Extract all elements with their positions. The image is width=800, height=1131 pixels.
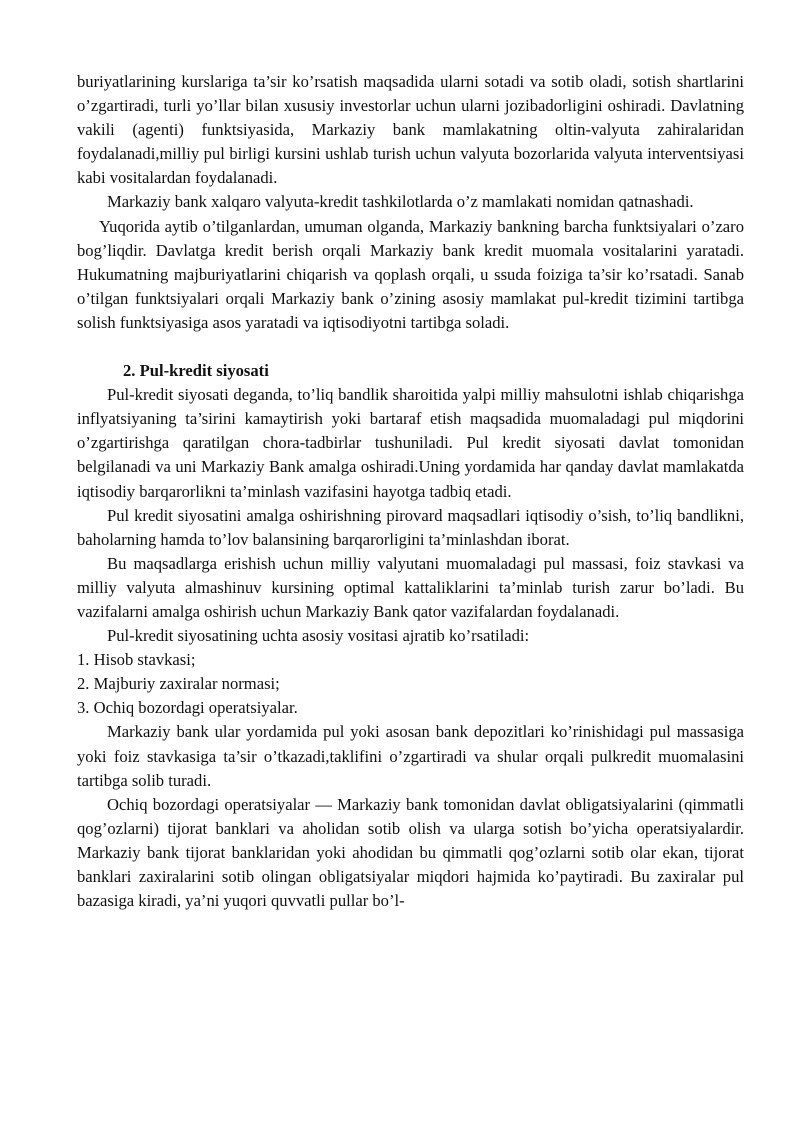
- paragraph: Markaziy bank xalqaro valyuta-kredit tashkilotlarda o’z mamlakati nomidan qatnashadi.: [107, 192, 694, 212]
- paragraph: Markaziy bank ular yordamida pul yoki asosan bank depozitlari ko’rinishidagi pul massasiga yoki foiz stavkasiga ta’sir o’tkazadi,taklifini o’zgartiradi va shular orqali pulkredit muomalasini tartibga solib turadi.: [77, 722, 744, 790]
- paragraph: Yuqorida aytib o’tilganlardan, umuman olganda, Markaziy bankning barcha funktsiyalari o’zaro bog’liqdir. Davlatga kredit berish orqali Markaziy bank kredit muomala vositalarini yaratadi. Hukumatning majburiyatlarini chiqarish va qoplash orqali, u ssuda foiziga ta’sir ko’rsatadi. Sanab o’tilgan funktsiyalari orqali Markaziy bank o’zining asosiy mamlakat pul-kredit tizimini tartibga solish funktsiyasiga asos yaratadi va iqtisodiyotni tartibga soladi.: [77, 216, 744, 332]
- list-item: 2. Majburiy zaxiralar normasi;: [77, 674, 280, 694]
- paragraph: Bu maqsadlarga erishish uchun milliy valyutani muomaladagi pul massasi, foiz stavkasi va milliy valyuta almashinuv kursining optimal kattaliklarini ta’minlab turish zarur bo’ladi. Bu vazifalarni amalga oshirish uchun Markaziy Bank qator vazifalardan foydalanadi.: [77, 553, 744, 621]
- paragraph: Pul-kredit siyosati deganda, to’liq bandlik sharoitida yalpi milliy mahsulotni ishlab chiqarishga inflyatsiyaning ta’sirini kamaytirish yoki bartaraf etish maqsadida muomaladagi pul miqdorini o’zgartirishga qaratilgan chora-tadbirlar tushuniladi. Pul kredit siyosati davlat tomonidan belgilanadi va uni Markaziy Bank amalga oshiradi.Uning yordamida har qanday davlat mamlakatda iqtisodiy barqarorlikni ta’minlash vazifasini hayotga tadbiq etadi.: [77, 385, 744, 501]
- paragraph: Ochiq bozordagi operatsiyalar — Markaziy bank tomonidan davlat obligatsiyalarini (qimmatli qog’ozlarni) tijorat banklari va aholidan sotib olish va ularga sotish bo’yicha operatsiyalardir. Markaziy bank tijorat banklaridan yoki ahodidan bu qimmatli qog’ozlarni sotib olar ekan, tijorat banklari zaxiralarini sotib olingan obligatsiyalar miqdori hajmida ko’paytiradi. Bu zaxiralar pul bazasiga kiradi, ya’ni yuqori quvvatli pullar bo’l-: [77, 794, 744, 911]
- list-item: 1. Hisob stavkasi;: [77, 650, 196, 670]
- paragraph: Pul-kredit siyosatining uchta asosiy vositasi ajratib ko’rsatiladi:: [107, 626, 530, 646]
- section-spacer: [77, 335, 744, 359]
- paragraph: Pul kredit siyosatini amalga oshirishning pirovard maqsadlari iqtisodiy o’sish, to’liq bandlikni, baholarning hamda to’lov balansining barqarorligini ta’minlashdan iborat.: [77, 505, 744, 549]
- list-item: 3. Ochiq bozordagi operatsiyalar.: [77, 698, 298, 718]
- section-heading: 2. Pul-kredit siyosati: [123, 361, 269, 381]
- paragraph: buriyatlarining kurslariga ta’sir ko’rsatish maqsadida ularni sotadi va sotib oladi, sotish shartlarini o’zgartiradi, turli yo’llar bilan xususiy investorlar uchun ularni jozibadorligini oshiradi. Davlatning vakili (agenti) funktsiyasida, Markaziy bank mamlakatning oltin-valyuta zahiralaridan foydalanadi,milliy pul birligi kursini ushlab turish uchun valyuta bozorlarida valyuta interventsiyasi kabi vositalardan foydalanadi.: [77, 72, 744, 188]
- document-page: [77, 70, 744, 913]
